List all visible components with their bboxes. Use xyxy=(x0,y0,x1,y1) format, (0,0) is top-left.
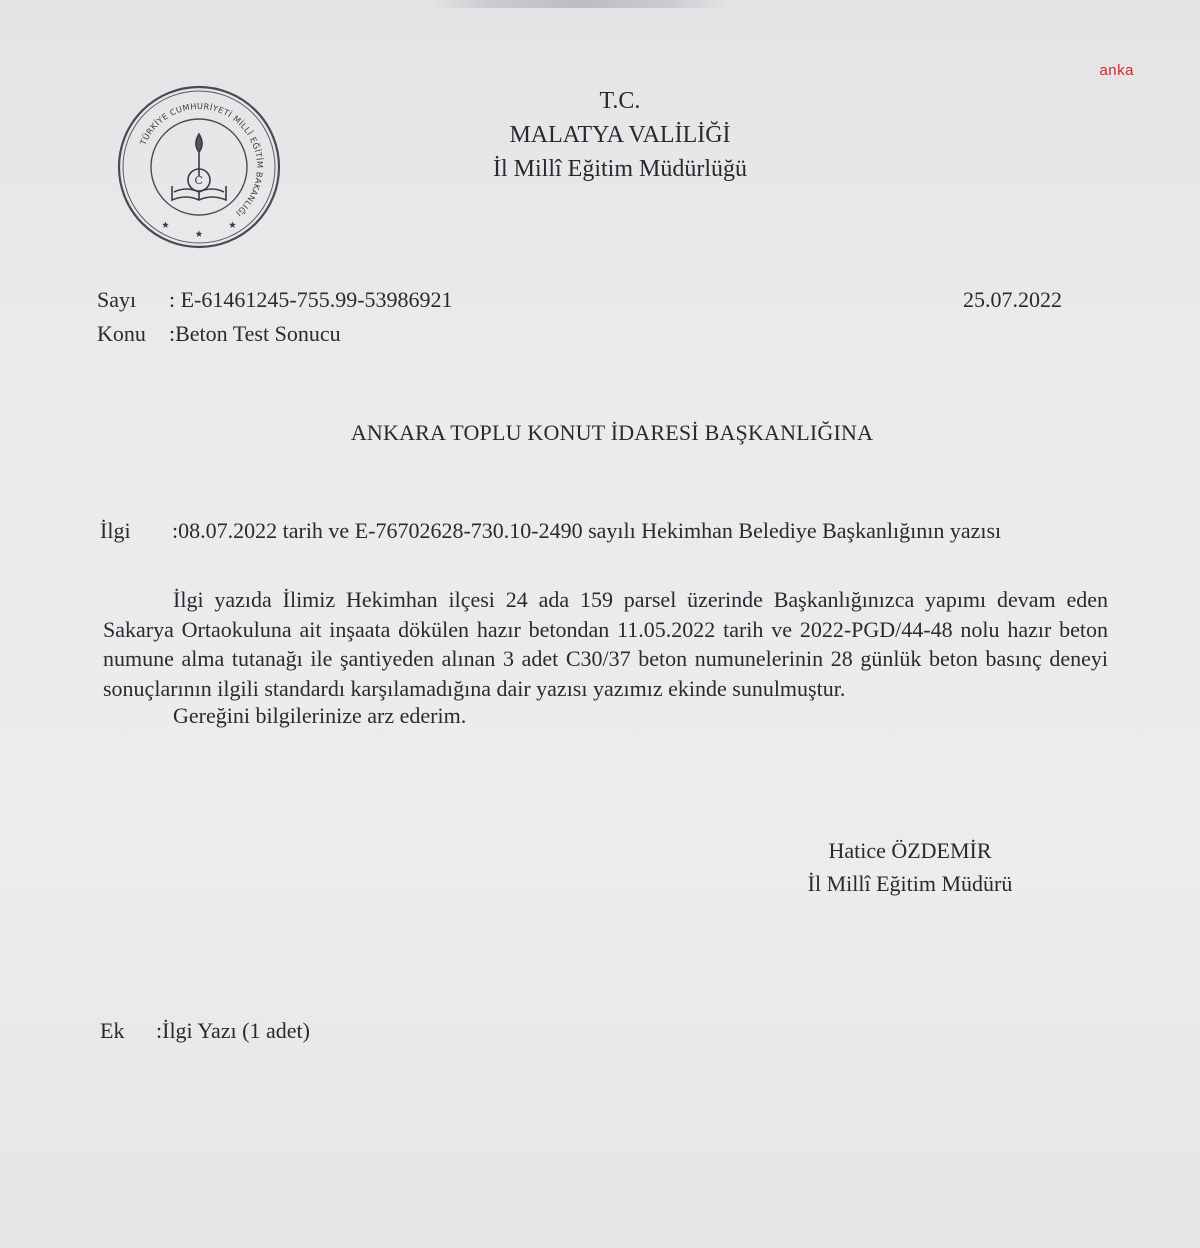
seal-star-icon xyxy=(196,230,203,237)
signatory-name: Hatice ÖZDEMİR xyxy=(828,838,992,863)
related-document-value: :08.07.2022 tarih ve E-76702628-730.10-2490 sayılı Hekimhan Belediye Başkanlığının yazısı xyxy=(172,518,1002,543)
subject-line xyxy=(97,321,341,347)
watermark: anka xyxy=(1099,62,1134,79)
body-paragraph: İlgi yazıda İlimiz Hekimhan ilçesi 24 ada 159 parsel üzerinde Başkanlığınızca yapımı devam eden Sakarya Ortaokuluna ait inşaata dökülen hazır betondan 11.05.2022 tarih ve 2022-PGD/44-48 nolu hazır beton numune alma tutanağı ile şantiyeden alınan 3 adet C30/37 beton numunelerinin 28 günlük beton basınç deneyi sonuçlarının ilgili standardı karşılamadığına dair yazısı yazımız ekinde sunulmuştur. xyxy=(103,587,1108,701)
seal-star-icon xyxy=(162,221,169,228)
scan-artifact xyxy=(430,0,730,8)
attachment-value: :İlgi Yazı (1 adet) xyxy=(156,1018,310,1043)
addressee: ANKARA TOPLU KONUT İDARESİ BAŞKANLIĞINA xyxy=(350,420,874,445)
reference-number-line xyxy=(97,287,453,313)
attachment-line xyxy=(100,1018,310,1044)
attachment-label: Ek xyxy=(100,1018,125,1043)
reference-number-label: Sayı xyxy=(97,287,137,312)
signature-block xyxy=(770,834,1050,900)
related-document-line xyxy=(100,518,1001,544)
letterhead xyxy=(420,84,820,186)
subject-label: Konu xyxy=(97,321,146,346)
ministry-seal-icon xyxy=(116,84,282,250)
reference-number-value: : E-61461245-755.99-53986921 xyxy=(169,287,453,312)
subject-value: :Beton Test Sonucu xyxy=(169,321,341,346)
related-document-label: İlgi xyxy=(100,518,131,543)
document-date: 25.07.2022 xyxy=(963,287,1062,312)
letterhead-line-governorship: MALATYA VALİLİĞİ xyxy=(509,122,731,148)
letterhead-line-tc: T.C. xyxy=(599,88,641,114)
closing-sentence: Gereğini bilgilerinize arz ederim. xyxy=(173,703,467,728)
signatory-title: İl Millî Eğitim Müdürü xyxy=(807,871,1013,896)
seal-ring-text: TÜRKİYE CUMHURİYETİ MİLLÎ EĞİTİM BAKANLIĞI xyxy=(137,100,266,219)
svg-text:C: C xyxy=(194,174,203,187)
seal-star-icon xyxy=(229,221,236,228)
letter-body xyxy=(103,585,1108,703)
letterhead-line-directorate: İl Millî Eğitim Müdürlüğü xyxy=(492,156,747,182)
